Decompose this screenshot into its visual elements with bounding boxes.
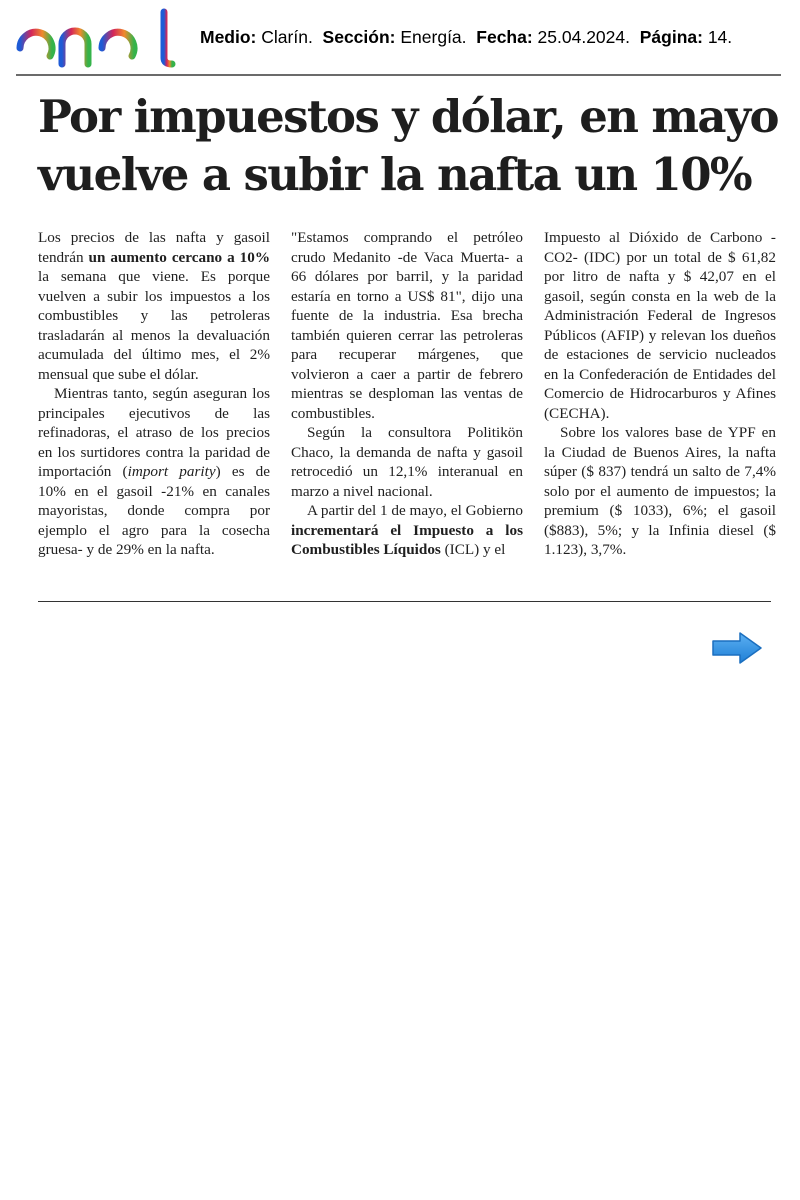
pagina-label: Página: bbox=[639, 27, 703, 47]
seccion-value: Energía. bbox=[400, 27, 467, 47]
article-end-divider bbox=[38, 601, 771, 602]
paragraph bbox=[291, 501, 523, 560]
text-run: ) es de 10% en el gasoil -21% en canales mayoristas, donde compra por ejemplo el agro para la cosecha gruesa- y de 29% en la nafta. bbox=[38, 463, 270, 558]
text-run: Los precios de las nafta y gasoil tendrán bbox=[38, 229, 270, 266]
text-run: (ICL) y el bbox=[440, 541, 506, 558]
article-column-3 bbox=[544, 228, 776, 560]
seccion-label: Sección: bbox=[322, 27, 396, 47]
text-run: la semana que viene. Es porque vuelven a subir los impuestos a los combustibles y las petroleras trasladarán al menos la devaluación acumulada del último mes, el 2% mensual que sube el dólar. bbox=[38, 268, 270, 383]
pagina-value: 14. bbox=[707, 27, 733, 47]
bold-text-run: incrementará el Impuesto a los Combustibles Líquidos bbox=[291, 521, 523, 558]
article-column-2 bbox=[291, 228, 523, 560]
publication-metadata bbox=[200, 27, 732, 48]
text-run: Mientras tanto, según aseguran los principales ejecutivos de las refinadoras, el atraso de los precios en los surtidores contra la paridad de importación ( bbox=[38, 385, 270, 480]
paragraph: Según la consultora Politikön Chaco, la demanda de nafta y gasoil retrocedió un 12,1% interanual en marzo a nivel nacional. bbox=[291, 424, 523, 500]
enel-logo bbox=[14, 6, 182, 70]
headline-line-1: Por impuestos y dólar, en mayo bbox=[38, 90, 778, 143]
paragraph: Impuesto al Dióxido de Carbono - CO2- (IDC) por un total de $ 61,82 por litro de nafta y $ 42,07 en el gasoil, según consta en la web de la Administración Federal de Ingresos Públicos (AFIP) y relevan los dueños de estaciones de servicio nucleados en la Confederación de Entidades del Comercio de Hidrocarburos y Afines (CECHA). bbox=[544, 229, 776, 422]
paragraph bbox=[38, 384, 270, 560]
text-run: A partir del 1 de mayo, el Gobierno bbox=[307, 502, 523, 519]
article-column-1 bbox=[38, 228, 270, 560]
headline-line-2: vuelve a subir la nafta un 10% bbox=[38, 148, 752, 201]
fecha-value: 25.04.2024. bbox=[537, 27, 630, 47]
fecha-label: Fecha: bbox=[476, 27, 533, 47]
header-divider bbox=[16, 74, 781, 76]
medio-value: Clarín. bbox=[261, 27, 313, 47]
paragraph bbox=[38, 228, 270, 384]
medio-label: Medio: bbox=[200, 27, 257, 47]
right-arrow-icon[interactable] bbox=[710, 630, 764, 666]
italic-text-run: import parity bbox=[127, 463, 216, 480]
paragraph: "Estamos comprando el petróleo crudo Medanito -de Vaca Muerta- a 66 dólares por barril, y la paridad estaría en torno a US$ 81", dijo una fuente de la industria. Esa brecha también quieren cerrar las petroleras para recuperar márgenes, que volvieron a caer a partir de febrero mientras se desploman las ventas de combustibles. bbox=[291, 229, 523, 422]
bold-text-run: un aumento cercano a 10% bbox=[88, 248, 271, 266]
article-headline bbox=[38, 88, 778, 204]
paragraph: Sobre los valores base de YPF en la Ciudad de Buenos Aires, la nafta súper ($ 837) tendrá un salto de 7,4% solo por el aumento de impuestos; la premium ($ 1033), 6%; el gasoil ($883), 5%; y la Infinia diesel ($ 1.123), 3,7%. bbox=[544, 424, 776, 558]
